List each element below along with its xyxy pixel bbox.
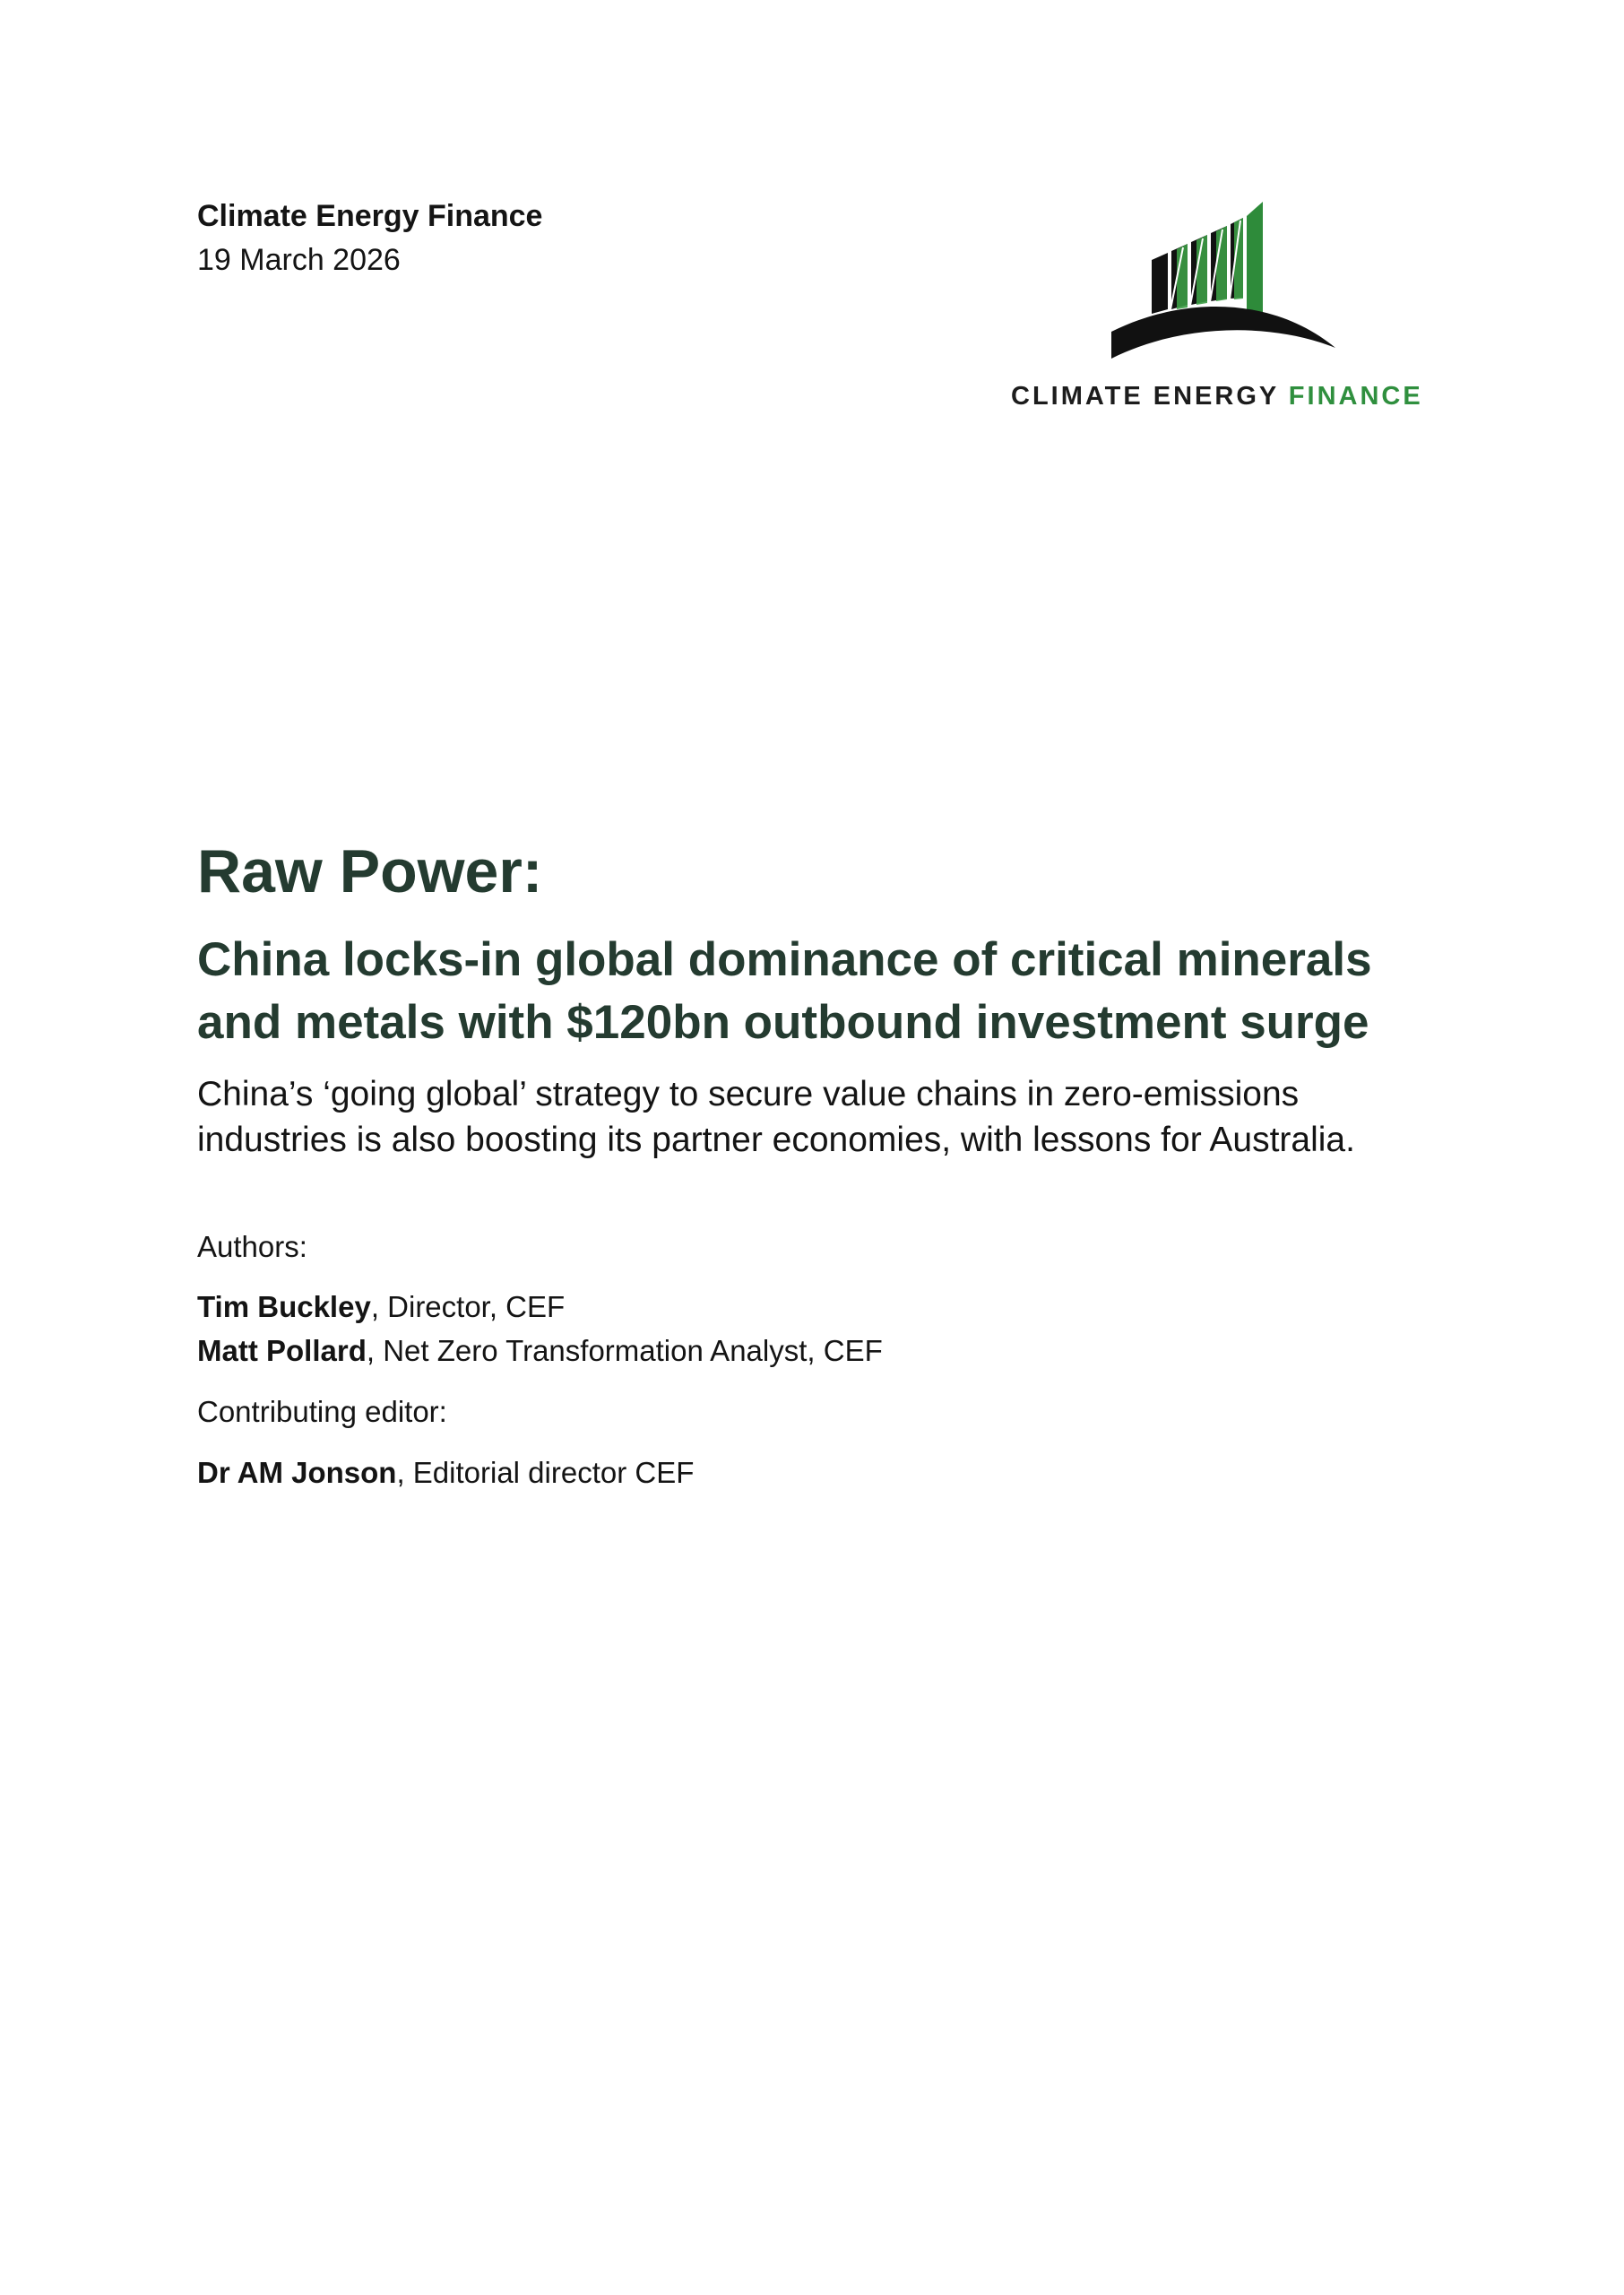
logo-arc-icon	[1111, 307, 1335, 359]
subtitle-line: China locks-in global dominance of critical minerals	[197, 933, 1372, 986]
logo-word-dark: CLIMATE ENERGY	[1011, 382, 1279, 411]
editor-entry	[197, 1454, 694, 1492]
logo-word-green: FINANCE	[1288, 382, 1423, 411]
standfirst-line: China’s ‘going global’ strategy to secure value chains in zero-emissions	[197, 1075, 1300, 1113]
logo-wordmark	[1011, 380, 1423, 412]
logo-bars-icon	[1152, 202, 1263, 314]
editor-role: , Editorial director CEF	[396, 1456, 695, 1489]
report-title: Raw Power:	[197, 837, 543, 905]
author-name: Tim Buckley	[197, 1290, 371, 1323]
author-role: , Director, CEF	[370, 1290, 566, 1323]
standfirst-line: industries is also boosting its partner economies, with lessons for Australia.	[197, 1121, 1355, 1159]
editor-label: Contributing editor:	[197, 1395, 447, 1428]
author-name: Matt Pollard	[197, 1334, 367, 1367]
author-entry	[197, 1332, 883, 1370]
report-standfirst	[197, 1071, 1470, 1163]
editor-name: Dr AM Jonson	[197, 1456, 397, 1489]
organisation-name: Climate Energy Finance	[197, 199, 543, 233]
subtitle-line: and metals with $120bn outbound investment surge	[197, 996, 1369, 1049]
author-entry	[197, 1288, 565, 1326]
author-role: , Net Zero Transformation Analyst, CEF	[366, 1334, 883, 1367]
authors-label: Authors:	[197, 1230, 307, 1263]
report-subtitle	[197, 929, 1470, 1054]
publication-date: 19 March 2026	[197, 243, 401, 277]
